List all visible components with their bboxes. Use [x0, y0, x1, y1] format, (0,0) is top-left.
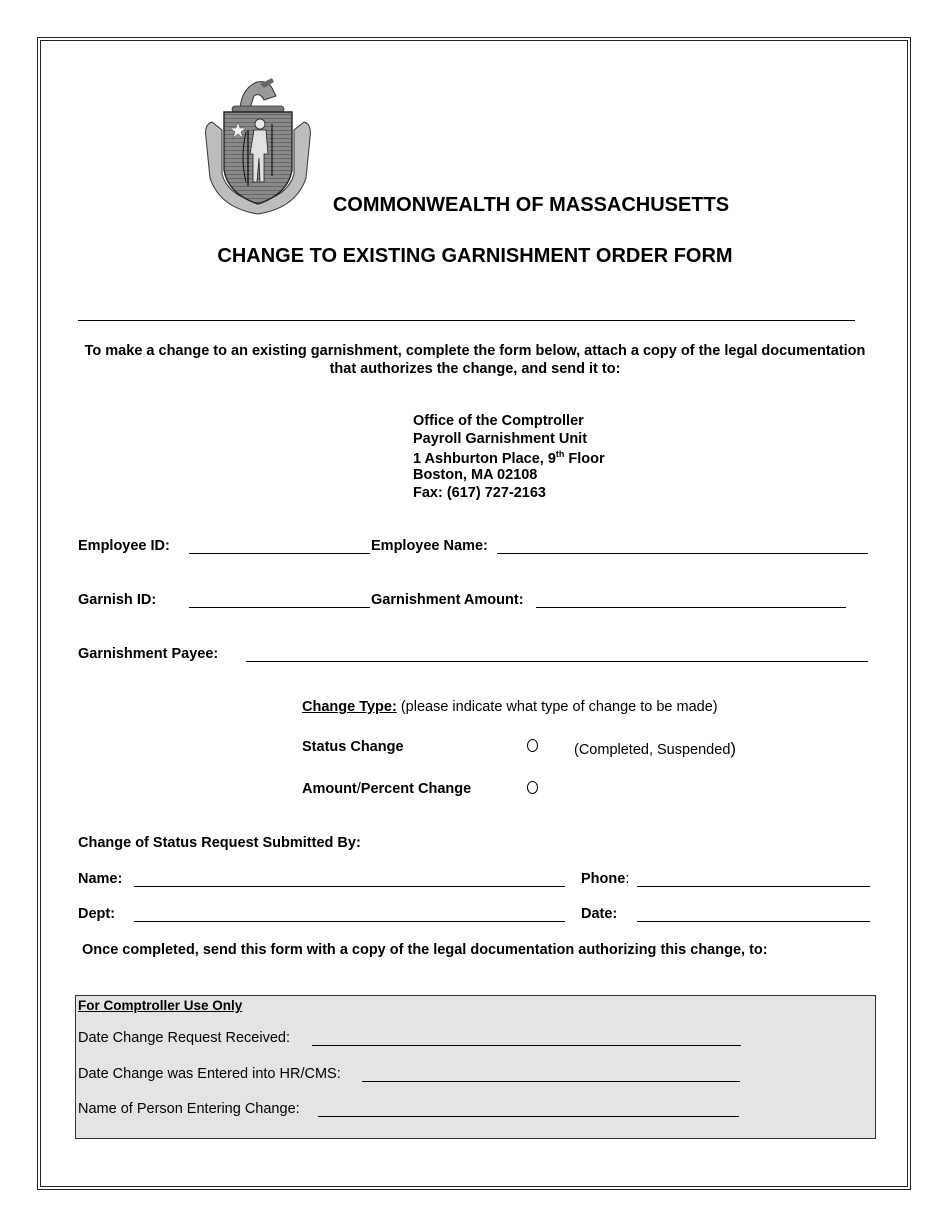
garnishment-payee-label: Garnishment Payee: [78, 646, 219, 662]
instructions-text: To make a change to an existing garnishment, complete the form below, attach a copy of the legal documentation that authorizes the change, and send it to: [84, 343, 866, 377]
address-floor-text: Floor [564, 450, 605, 467]
change-type-label: Change Type: [302, 699, 397, 715]
comptroller-use-title: For Comptroller Use Only [78, 998, 243, 1013]
date-received-label: Date Change Request Received: [78, 1030, 290, 1046]
submitter-dept-label: Dept: [78, 906, 116, 922]
employee-id-label: Employee ID: [78, 538, 170, 554]
garnishment-payee-field[interactable] [246, 646, 868, 662]
address-line-unit: Payroll Garnishment Unit [413, 431, 588, 447]
status-change-note-text: (Completed, Suspended [574, 742, 731, 758]
garnish-id-label: Garnish ID: [78, 592, 157, 608]
status-change-note-paren: ) [730, 739, 737, 758]
date-entered-field[interactable] [362, 1066, 740, 1082]
closing-instructions: Once completed, send this form with a copy of the legal documentation authorizing this change, to: [82, 942, 768, 958]
submitter-dept-field[interactable] [134, 906, 565, 922]
person-entering-field[interactable] [318, 1101, 739, 1117]
amount-percent-separator: / [356, 781, 361, 797]
person-entering-label: Name of Person Entering Change: [78, 1101, 300, 1117]
status-change-radio[interactable] [527, 739, 538, 752]
submitter-phone-field[interactable] [637, 871, 870, 887]
address-street-text: 1 Ashburton Place, 9 [413, 450, 556, 467]
garnishment-amount-field[interactable] [536, 592, 846, 608]
amount-percent-change-label [302, 781, 471, 797]
status-change-label: Status Change [302, 739, 404, 755]
change-type-heading [302, 699, 718, 715]
submitter-heading: Change of Status Request Submitted By: [78, 835, 361, 851]
percent-label-part: Percent Change [360, 781, 472, 797]
submitter-name-label: Name: [78, 871, 123, 887]
address-line-office: Office of the Comptroller [413, 413, 584, 429]
address-line-street [413, 449, 605, 467]
state-title: COMMONWEALTH OF MASSACHUSETTS [332, 194, 730, 216]
employee-name-label: Employee Name: [371, 538, 488, 554]
submitter-phone-label [581, 871, 629, 887]
submitter-date-label: Date: [581, 906, 618, 922]
date-received-field[interactable] [312, 1030, 741, 1046]
amount-label-part: Amount [302, 781, 357, 797]
address-line-city: Boston, MA 02108 [413, 467, 538, 483]
garnishment-amount-label: Garnishment Amount: [371, 592, 524, 608]
phone-label-text: Phone [581, 871, 626, 887]
phone-label-colon: : [625, 871, 630, 887]
employee-id-field[interactable] [189, 538, 370, 554]
header-divider [78, 320, 855, 321]
amount-percent-change-radio[interactable] [527, 781, 538, 794]
status-change-note [574, 739, 736, 759]
address-ordinal: th [555, 449, 565, 459]
submitter-name-field[interactable] [134, 871, 565, 887]
submitter-date-field[interactable] [637, 906, 870, 922]
form-title: CHANGE TO EXISTING GARNISHMENT ORDER FORM [217, 245, 733, 267]
change-type-hint: (please indicate what type of change to be made) [396, 699, 718, 715]
employee-name-field[interactable] [497, 538, 868, 554]
date-entered-label: Date Change was Entered into HR/CMS: [78, 1066, 341, 1082]
address-line-fax: Fax: (617) 727-2163 [413, 485, 546, 501]
garnish-id-field[interactable] [189, 592, 370, 608]
